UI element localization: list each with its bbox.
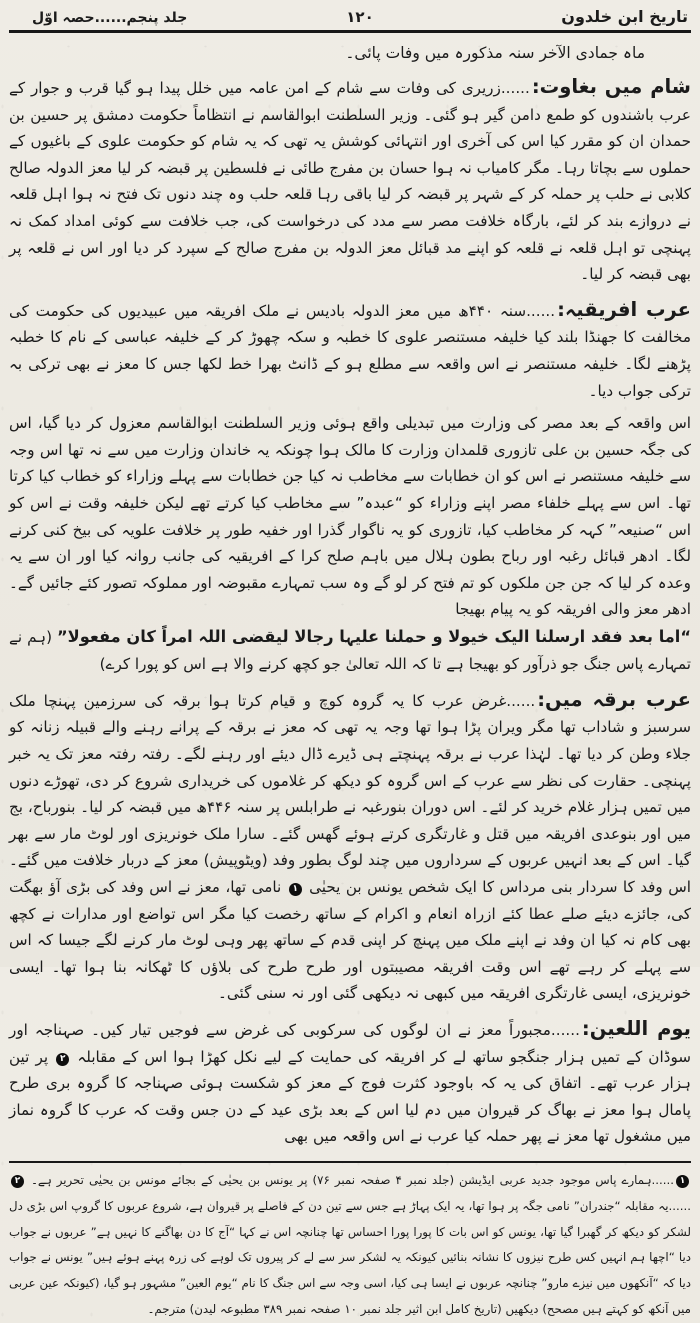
section-heading-yaum: یوم اللعین: [581, 1017, 691, 1040]
volume-label: جلد پنجم......حصہ اوّل [32, 10, 188, 26]
footnote-1-text: ......ہمارے پاس موجود جدید عربی ایڈیشن (جلد نمبر ۴ صفحہ نمبر ۷۶) پر یونس بن یحیٰی کے بجائے مونس بن یحیٰی تحریر ہے۔ [26, 1172, 674, 1187]
intro-line: ماہ جمادی الآخر سنہ مذکورہ میں وفات پائی۔ [345, 44, 645, 62]
section-text-sham: ......زریری کی وفات سے شام کے امن عامہ میں خلل پیدا ہو گیا قرب و جوار کے عرب باشندوں کو طمع دامن گیر ہو گئی۔ وزیر السلطنت ابوالقاسم نے انتظاماً حکومت دمشق پر حسین بن حمدان ان کو مقرر کیا اس کی آخری اور انتہائی کوشش یہ تھی کہ یہ شام کو حکومت علوی کے باغیوں کے حملوں سے بچاتا رہا۔ مگر کامیاب نہ ہوا حسان بن مفرج طائی نے فلسطین پر قبضہ کر لیا معز الدولہ صالح کلابی نے حلب پر حملہ کر کے شہر پر قبضہ کر لیا باقی رہا قلعہ حلب وہ چند دنوں تک فتح نہ ہوا اہل قلعہ نے دروازے بند کر لئے، بارگاہ خلافت مصر سے مدد کی درخواست کی، جب خلافت سے کوئی امداد کمک نہ پہنچی تو اہل قلعہ نے قلعہ کو اپنے مد قبائل معز الدولہ بن مفرج صالح کے سپرد کر دیا اور اس نے قلعہ پر بھی قبضہ کر لیا۔ [9, 79, 691, 284]
quote-translation: (ہم نے تمہارے پاس جنگ جو ذرآور کو بھیجا ہے تا کہ اللہ تعالیٰ جو کچھ کرنے والا ہے اس کو پورا کرے) [9, 627, 691, 673]
section-heading-barqa: عرب برقہ میں: [537, 687, 691, 711]
section-barqa-paragraph [9, 687, 691, 1007]
section-text-yaum-b: پر تین ہزار عرب تھے۔ اتفاق کی یہ کہ باوجود کثرت فوج کے معز کو شکست ہوئی صہناجہ کا گروہ بری طرح پامال ہوا معز نے بھاگ کر قیروان میں دم لیا اس کے بعد بڑی عید کے دن جس وقت کہ عرب کا گروہ نماز میں مشغول تھا معز نے پھر حملہ کیا عرب نے اس واقعہ میں بھی [9, 1047, 691, 1146]
header-rule [9, 30, 691, 33]
section-heading-sham: شام میں بغاوت: [531, 75, 691, 98]
footnotes-block [9, 1168, 691, 1323]
section-text-wizarat: اس واقعہ کے بعد مصر کی وزارت میں تبدیلی واقع ہوئی وزیر السلطنت ابوالقاسم معزول کر دیا گیا، اس کی جگہ حسین بن علی تازوری قلمدان وزارت کا مالک ہوا چونکہ یہ خاندان وزارت میں سے نہ تھا اس وجہ سے خلیفہ مستنصر نے اس کو ان خطابات سے مخاطب نہ کیا جن خطابات سے پہلے وزاراء کو خطاب کیا کرتا تھا۔ اس سے پہلے خلفاء مصر اپنے وزاراء کو “عبدہ” سے مخاطب کیا کرتے تھے لیکن خلیفہ وقت نے اس کو اس “صنیعہ” کہہ کر مخاطب کیا، تازوری کو یہ ناگوار گذرا اور خفیہ طور پر خلافت علویہ کی بیخ کنی کرنے لگا۔ ادھر قبائل رغبہ اور رباح بطون ہلال میں باہم صلح کرا کے افریقیہ کی جانب روانہ کیا اور ان سے یہ وعدہ کر لیا کہ جن جن ملکوں کو تم فتح کر لو گے وہ سب تمہارے مقبوضہ اور مملوکہ تصور کئے جائیں گے۔ ادھر معز والی افریقہ کو یہ پیام بھیجا [9, 414, 691, 619]
section-text-barqa-a: ......غرض عرب کا یہ گروہ کوچ و قیام کرتا ہوا برقہ کی سرزمین پہنچا ملک سرسبز و شاداب تھا مگر ویران پڑا ہوا تھا وجہ یہ تھی کہ معز نے برقہ کے پرانے رہنے والے قبیلہ زنانہ کو جلاء وطن کر دیا تھا۔ لہٰذا عرب نے برقہ پہنچتے ہی ڈیرے ڈال دیئے اور رہنے لگے۔ رفتہ رفتہ معز تک یہ خبر پہنچی۔ حقارت کی نظر سے عرب کے اس گروہ کو دیکھ کر غلاموں کی خریداری شروع کر دی، تھوڑے دنوں میں تمیں ہزار غلام خرید کر لئے۔ اس دوران بنورغبہ نے طرابلس پر سنہ ۴۴۶ھ میں قبضہ کر لیا۔ بنورباح، بج میں اور بنوعدی افریقہ میں قتل و غارتگری کرتے ہوئے گھس گئے۔ سارا ملک خونریزی اور لوٹ مار سے بھر گیا۔ اس کے بعد انہیں عربوں کے سرداروں میں چند لوگ بطور وفد (ویٹوپیش) معز کے دربار خلافت میں گئے۔ اس وفد کا سردار بنی مرداس کا ایک شخص یونس بن یحیٰی [9, 691, 691, 897]
page-header [9, 0, 691, 29]
page-number: ۱۲۰ [346, 8, 374, 26]
section-wizarat-paragraph [9, 410, 691, 623]
footnote-2-text: ......یہ مقابلہ “جندران” نامی جگہ پر ہوا تھا، یہ ایک پہاڑ ہے جس سے تین دن کے فاصلے پر قیروان ہے، شروع عربوں کا گروپ اس بڑی دل لشکر کو دیکھ کر گھبرا گیا تھا، یونس کو اس بات کا پورا پورا احساس تھا چنانچہ اس نے کہا “آج کا دن بھاگنے کا نہیں ہے” عربوں نے جواب دیا “اچھا ہم انہیں کس طرح نیزوں کا نشانہ بنائیں کیونکہ یہ لشکر سر سے لے کر پیروں تک لوہے کی زرہ پہنے ہوئے ہیں” یونس نے جواب دیا کہ “آنکھوں میں نیزے مارو” چنانچہ عربوں نے ایسا ہی کیا، اسی وجہ سے اس جنگ کا نام “یوم العین” مشہور ہو گیا، (کیونکہ عین عربی میں آنکھ کو کہتے ہیں مصحح) دیکھیں (تاریخ کامل ابن اثیر جلد نمبر ۱۰ صفحہ نمبر ۳۸۹ مطبوعہ لیدن) مترجم۔ [9, 1198, 691, 1316]
footnote-marker-1: ۱ [676, 1175, 689, 1188]
arabic-quote-paragraph [9, 623, 691, 678]
book-title: تاریخ ابن خلدون [561, 7, 688, 26]
section-text-afriqa: ......سنہ ۴۴۰ھ میں معز الدولہ بادیس نے ملک افریقہ میں عبیدیوں کی حکومت کی مخالفت کا جھنڈا بلند کیا خلیفہ مستنصر علوی کا خطبہ و سکہ چھوڑ کر کے خلیفہ عباسی کے نام کا خطبہ پڑھنے لگا۔ خلیفہ مستنصر نے اس واقعہ سے مطلع ہو کے ڈانٹ بھرا خط لکھا جس کا معز نے بھی ترکی بہ ترکی جواب دیا۔ [9, 301, 691, 400]
quote-arabic: “اما بعد فقد ارسلنا الیک خیولا و حملنا علیہا رجالا لیقضی اللہ امراً کان مفعولا” [57, 626, 691, 646]
section-text-barqa-b: نامی تھا، معز نے اس وفد کی بڑی آؤ بھگت کی، جائزے دیئے صلے عطا کئے ازراہ انعام و اکرام کے ساتھ رخصت کیا مگر اس تواضع اور مدارات نے کچھ بھی کام نہ کیا ان وفد نے اپنے ملک میں پہنچ کر اپنی قدم کے ساتھ پھر وہی لوٹ مار کرنے لگے جیسا کہ اس سے پہلے کر رہے تھے اس وقت افریقہ مصیبتوں اور طرح طرح کی بلاؤں کا ٹھکانہ بنا ہوا تھا۔ ایسی خونریزی، ایسی غارتگری افریقہ میں کبھی نہ دیکھی گئی اور نہ سنی گئی۔ [9, 878, 691, 1003]
section-yaum-paragraph [9, 1016, 691, 1150]
section-sham-paragraph [9, 74, 691, 288]
footnote-marker-2: ۲ [11, 1175, 24, 1188]
footnote-ref-1: ۱ [289, 883, 302, 896]
footnote-rule [9, 1161, 691, 1163]
section-heading-afriqa: عرب افریقیہ: [557, 297, 691, 321]
section-afriqa-paragraph [9, 297, 691, 404]
footnote-ref-2: ۲ [56, 1053, 69, 1066]
section-text-yaum-a: ......مجبوراً معز نے ان لوگوں کی سرکوبی کی غرض سے فوجیں تیار کیں۔ صہناجہ اور سوڈان کے تمیں ہزار جنگجو ساتھ لے کر افریقہ کی حمایت کے لیے نکل کھڑا ہوا اس کے مقابلہ [9, 1021, 692, 1066]
